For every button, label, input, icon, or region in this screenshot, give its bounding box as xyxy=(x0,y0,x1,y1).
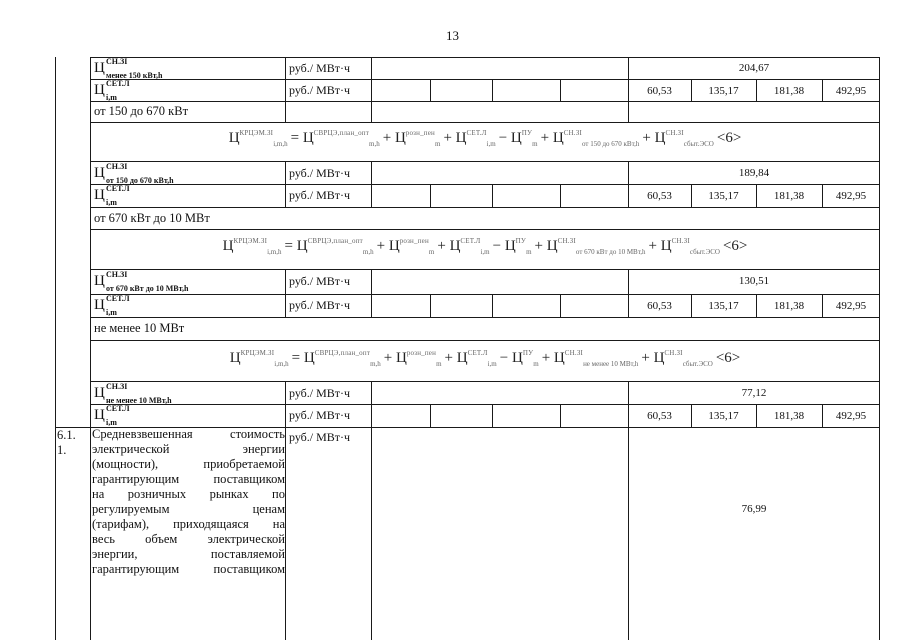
value-set-level-2: 135,17 xyxy=(708,300,739,312)
row-description xyxy=(92,427,285,577)
formula-10plus: $Ц^{КРЦЭМ.ЗI}_{i,m,h} = Ц^{СВРЦЭ,план\_опт}_{m,h} + Ц^{розн\_пен}_m + Ц^{СЕТ.Л}_{i,m} - Ц^{ПУ}_m + Ц^{СН.ЗI}_{не менее 10 МВт,h} + Ц^{СН.ЗI}_{сбыт.ЭСО} <6>$ xyxy=(229,349,741,368)
value-set-level-4: 492,95 xyxy=(835,410,867,422)
value-set-level-1: 60,53 xyxy=(647,300,672,312)
unit-label: руб./ МВт·ч xyxy=(289,166,351,180)
section-heading-670-10: от 670 кВт до 10 МВт xyxy=(94,211,210,225)
formula-670-10: $Ц^{КРЦЭМ.ЗI}_{i,m,h} = Ц^{СВРЦЭ,план\_опт}_{m,h} + Ц^{розн\_пен}_m + Ц^{СЕТ.Л}_{i,m} - Ц^{ПУ}_m + Ц^{СН.ЗI}_{от 670 кВт до 10 МВт,h} + Ц^{СН.ЗI}_{сбыт.ЭСО} <6>$ xyxy=(222,237,748,256)
rule xyxy=(90,269,880,270)
price-symbol-set: Ц СЕТ.Л i,m xyxy=(94,79,130,102)
value-set-level-2: 135,17 xyxy=(708,190,739,202)
price-symbol-set: Ц СЕТ.Л i,m xyxy=(94,184,130,207)
rule xyxy=(90,317,880,318)
unit-label: руб./ МВт·ч xyxy=(289,298,351,312)
rule xyxy=(90,79,880,80)
value-set-level-3: 181,38 xyxy=(773,410,805,422)
value-set-level-3: 181,38 xyxy=(773,300,805,312)
value-sn-10plus: 77,12 xyxy=(741,387,767,399)
column-rule xyxy=(285,381,286,640)
value-set-level-4: 492,95 xyxy=(835,85,867,97)
rule xyxy=(90,404,880,405)
unit-label: руб./ МВт·ч xyxy=(289,430,351,444)
rule xyxy=(90,184,880,185)
column-rule xyxy=(492,79,493,101)
description-line: электрической энергии xyxy=(92,442,285,456)
price-symbol-sn-less150: Ц СН.ЗI менее 150 кВт,h xyxy=(94,57,163,80)
table-border-left xyxy=(55,57,56,640)
value-set-level-3: 181,38 xyxy=(773,85,805,97)
formula-150-670: $Ц^{КРЦЭМ.ЗI}_{i,m,h} = Ц^{СВРЦЭ,план\_опт}_{m,h} + Ц^{розн\_пен}_m + Ц^{СЕТ.Л}_{i,m} - Ц^{ПУ}_m + Ц^{СН.ЗI}_{от 150 до 670 кВт,h} + Ц^{СН.ЗI}_{сбыт.ЭСО} <6>$ xyxy=(228,129,742,148)
column-rule xyxy=(371,381,372,640)
section-heading-10plus: не менее 10 МВт xyxy=(94,321,185,335)
column-rule xyxy=(492,404,493,427)
rule xyxy=(90,101,880,102)
rule xyxy=(90,294,880,295)
value-set-level-2: 135,17 xyxy=(708,85,739,97)
row-number xyxy=(57,428,85,458)
column-rule xyxy=(430,184,431,207)
value-sn-150-670: 189,84 xyxy=(738,167,770,179)
price-symbol-sn-670-10: Ц СН.ЗI от 670 кВт до 10 МВт,h xyxy=(94,270,189,293)
description-line: энергии, поставляемой xyxy=(92,547,285,561)
description-line: гарантирующим поставщиком xyxy=(92,472,285,486)
tariff-table xyxy=(55,57,880,640)
column-rule xyxy=(285,161,286,207)
column-rule xyxy=(560,294,561,317)
value-set-level-1: 60,53 xyxy=(647,85,672,97)
rule xyxy=(90,122,880,123)
description-line: на розничных рынках по xyxy=(92,487,285,501)
column-rule xyxy=(560,404,561,427)
value-set-level-2: 135,17 xyxy=(708,410,739,422)
value-row-6-1-1: 76,99 xyxy=(741,503,767,515)
unit-label: руб./ МВт·ч xyxy=(289,386,351,400)
unit-label: руб./ МВт·ч xyxy=(289,408,351,422)
column-rule xyxy=(285,57,286,122)
column-rule xyxy=(560,79,561,101)
description-line: весь объем электрической xyxy=(92,532,285,546)
column-rule xyxy=(430,404,431,427)
unit-label: руб./ МВт·ч xyxy=(289,188,351,202)
column-rule xyxy=(492,184,493,207)
column-rule xyxy=(560,184,561,207)
column-rule xyxy=(430,79,431,101)
price-symbol-set: Ц СЕТ.Л i,m xyxy=(94,294,130,317)
value-sn-less150: 204,67 xyxy=(738,62,770,74)
price-symbol-set: Ц СЕТ.Л i,m xyxy=(94,404,130,427)
rule xyxy=(90,161,880,162)
column-rule xyxy=(285,269,286,317)
row-number-line: 6.1. xyxy=(57,428,76,442)
column-rule xyxy=(371,57,372,122)
price-symbol-sn-150-670: Ц СН.ЗI от 150 до 670 кВт,h xyxy=(94,162,174,185)
value-set-level-3: 181,38 xyxy=(773,190,805,202)
rule xyxy=(90,207,880,208)
unit-label: руб./ МВт·ч xyxy=(289,274,351,288)
description-line: (тарифам), приходящаяся на xyxy=(92,517,285,531)
value-set-level-1: 60,53 xyxy=(647,190,672,202)
rule xyxy=(90,340,880,341)
row-number-line: 1. xyxy=(57,443,67,457)
value-set-level-4: 492,95 xyxy=(835,300,867,312)
description-line: Средневзвешенная стоимость xyxy=(92,427,285,441)
rule xyxy=(90,57,880,58)
unit-label: руб./ МВт·ч xyxy=(289,61,351,75)
unit-label: руб./ МВт·ч xyxy=(289,83,351,97)
description-line: гарантирующим поставщиком xyxy=(92,562,285,576)
column-rule xyxy=(371,269,372,317)
value-sn-670-10: 130,51 xyxy=(738,275,770,287)
value-set-level-1: 60,53 xyxy=(647,410,672,422)
column-rule xyxy=(492,294,493,317)
page-number: 13 xyxy=(446,28,459,43)
value-set-level-4: 492,95 xyxy=(835,190,867,202)
rule xyxy=(90,381,880,382)
column-rule xyxy=(371,161,372,207)
rule xyxy=(90,229,880,230)
price-symbol-sn-10plus: Ц СН.ЗI не менее 10 МВт,h xyxy=(94,382,172,405)
section-heading-150-670: от 150 до 670 кВт xyxy=(94,104,189,118)
description-line: (мощности), приобретаемой xyxy=(92,457,285,471)
description-line: регулируемым ценам xyxy=(92,502,285,516)
column-rule xyxy=(430,294,431,317)
